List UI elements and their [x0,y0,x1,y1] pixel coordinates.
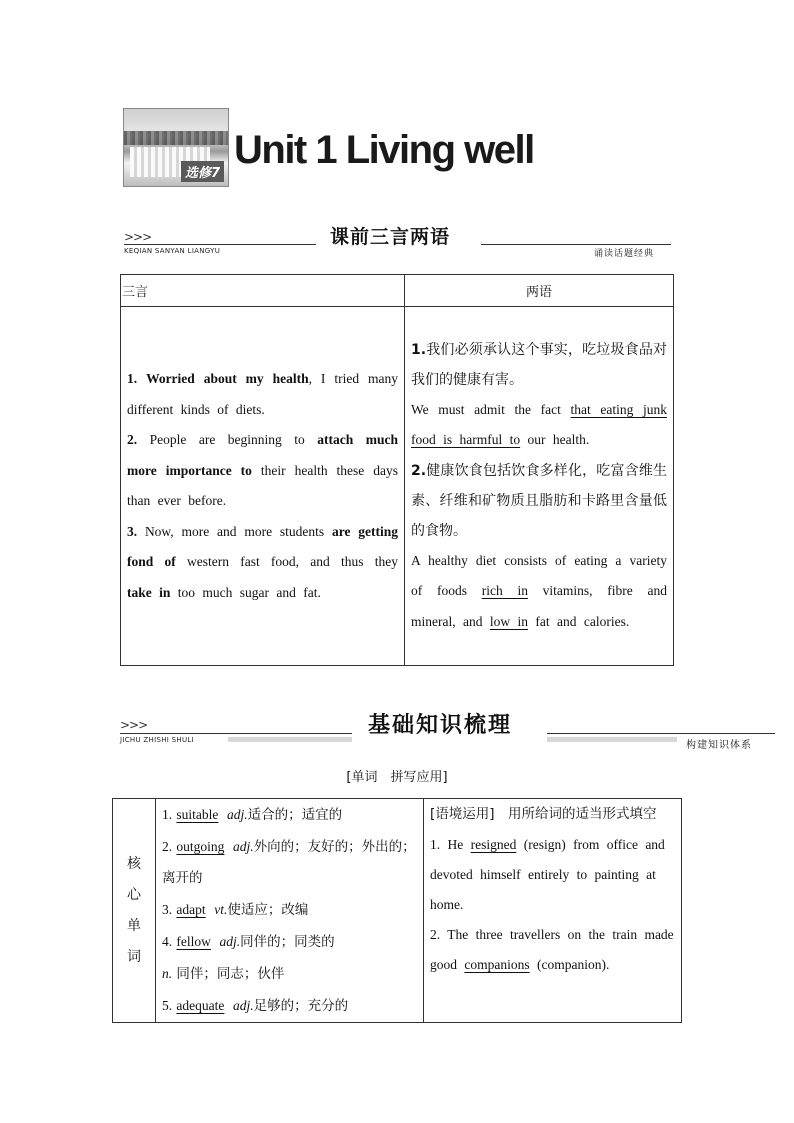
answer-blank: companions [464,957,530,972]
answer-blank: adapt [176,902,206,917]
answer-blank: rich in [481,583,528,599]
word-item: 4. fellow adj.同伴的；同类的 n. 同伴；同志；伙伴 [162,934,335,982]
answer-blank: outgoing [176,839,225,854]
sentence-item: 1. Worried about my health, I tried many different kinds of diets. [127,371,398,417]
answer-blank: fellow [176,934,211,949]
banner-rule-left [124,244,316,245]
word-item: 3. adapt vt.使适应；改编 [162,902,309,918]
column-header-left: 三言 [121,275,405,307]
key-phrase: attach much more importance to [127,432,398,478]
answer-blank: that eating junk food is harmful to [411,401,667,448]
word-item: 1. suitable adj.适合的；适宜的 [162,807,343,823]
section-pinyin: KEQIAN SANYAN LIANGYU [124,247,221,255]
section-title: 课前三言两语 [330,226,451,248]
answer-blank: resigned [470,837,517,852]
column-header-right: 两语 [405,275,674,307]
chevron-icon: >>> [124,230,152,244]
section-subtitle: 诵读话题经典 [594,249,655,259]
sanyan-liangyu-table [120,274,674,666]
banner-gray-bar [547,737,677,742]
unit-title: Unit 1 Living well [234,128,534,172]
key-phrase: Worried about my health [146,371,309,386]
banner-gray-bar [228,737,352,742]
answer-blank: low in [489,613,528,629]
category-cell: 核 心 单 词 [113,799,156,1023]
badge-label: 选修7 [181,161,224,182]
forest-graphic [124,131,228,145]
unit-badge-image [123,108,229,187]
word-item: 5. adequate adj.足够的；充分的 [162,998,349,1014]
translation-item: 1.我们必须承认这个事实，吃垃圾食品对我们的健康有害。 We must admit the fact that eating junk food is harmful to our health. [411,341,667,448]
banner-rule-left [120,733,352,734]
key-phrase: take in [127,584,171,600]
exercise-item: 1. He resigned (resign) from office and devoted himself entirely to painting at home. [430,837,665,912]
chevron-icon: >>> [120,718,148,732]
context-cell [424,799,682,1023]
exercise-item: 2. The three travellers on the train made good companions (companion). [430,927,674,972]
translation-item: 2.健康饮食包括饮食多样化，吃富含维生素、纤维和矿物质且脂肪和卡路里含量低的食物。 A healthy diet consists of eating a variety of foods rich in vitamins, fibre and mineral, and low in fat and calories. [411,462,667,629]
key-phrase: are getting fond of [127,523,399,569]
answer-blank: suitable [176,807,219,822]
context-instruction: [语境运用] 用所给词的适当形式填空 [430,806,657,822]
word-section-heading: [单词 拼写应用] [346,770,448,785]
banner-rule-right [547,733,775,734]
answer-blank: adequate [176,998,225,1013]
word-list-cell [156,799,424,1023]
section-pinyin: JICHU ZHISHI SHULI [120,736,194,744]
core-words-table [112,798,682,1023]
section-subtitle: 构建知识体系 [686,740,752,751]
liangyu-cell [405,307,674,666]
sentence-item: 3. Now, more and more students are getting fond of western fast food, and thus they take in too much sugar and fat. [127,523,399,600]
sentence-item: 2. People are beginning to attach much more importance to their health these days than ever before. [127,432,398,508]
section-title: 基础知识梳理 [368,713,513,738]
word-item: 2. outgoing adj.外向的；友好的；外出的；离开的 [162,839,416,886]
banner-rule-right [481,244,671,245]
sanyan-cell [121,307,405,666]
